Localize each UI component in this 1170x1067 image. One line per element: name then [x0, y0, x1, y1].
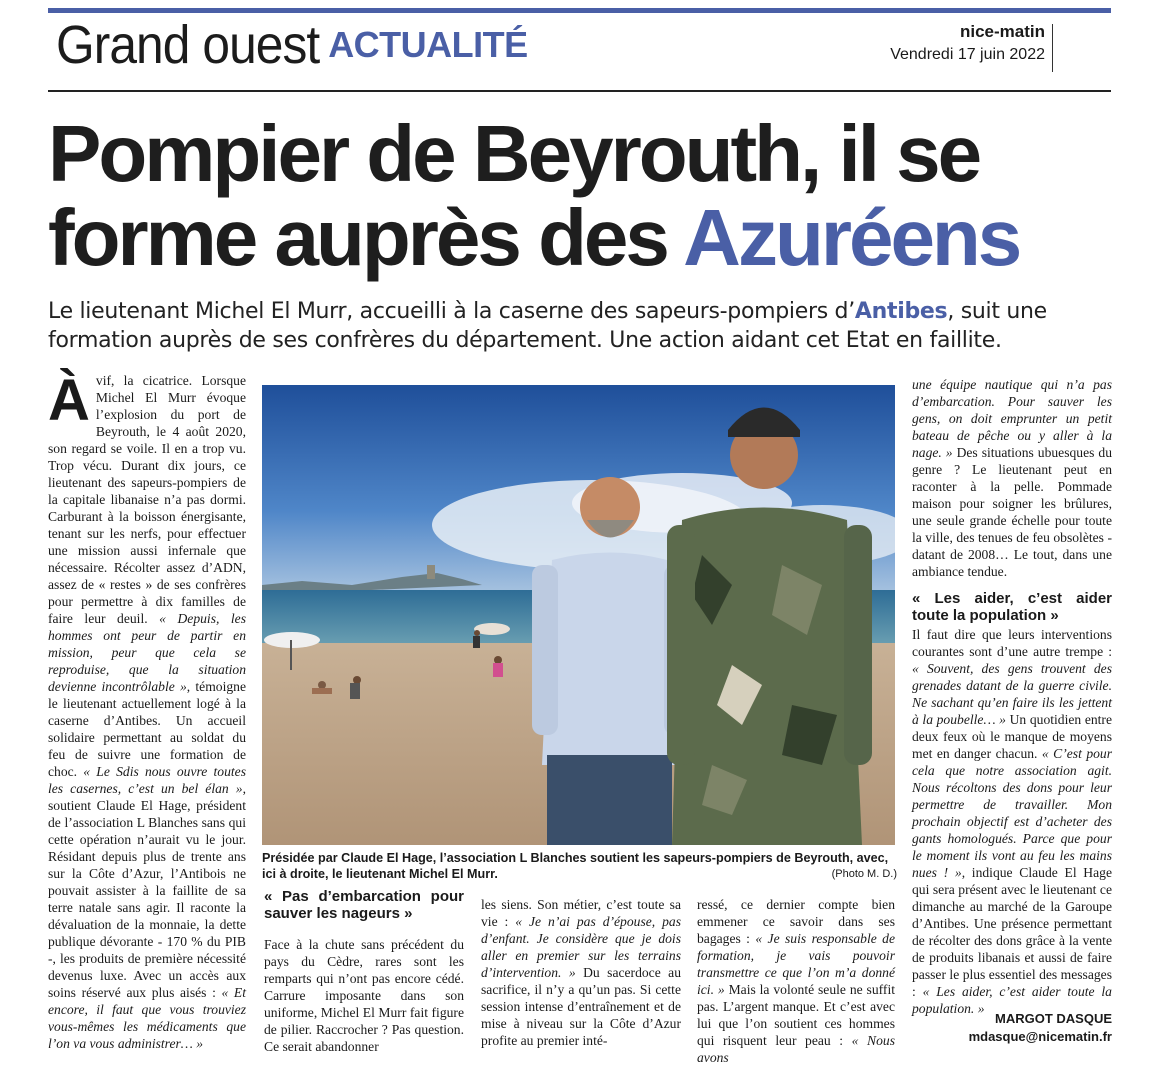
article-column-4 — [697, 896, 895, 1066]
col3-paragraph — [481, 896, 681, 1049]
photo-caption — [262, 850, 897, 882]
col2-paragraph: Face à la chute sans précédent du pays du Cèdre, rares sont les remparts qui n’ont pas encore cédé. Carrure imposante dans son uniforme, Michel El Murr fait figure de pilier. Raccrocher ? Pas question. Ce serait abandonner — [264, 937, 464, 1054]
author-signature — [969, 1010, 1112, 1046]
col5-text-2: Il faut dire que leurs interventions courantes sont d’une autre trempe : — [912, 627, 1112, 659]
col1-text-2: , témoigne le lieutenant actuellement logé à la caserne d’Antibes. Un accueil solidaire permettant au soldat du feu de suivre une formation de choc. — [48, 679, 246, 779]
col4-quote-1: « Je suis responsable de formation, je vais pouvoir transmettre ce que l’on m’a donné ici. » — [697, 931, 895, 997]
col5-text-3: Un quotidien entre deux feux où le manque de moyens met en danger chacun. — [912, 712, 1112, 761]
col1-quote-1: « Depuis, les hommes ont peur de partir en mission, peur que cela se reproduise, que la situation devienne incontrôlable » — [48, 611, 246, 694]
col5-quote-2: « Souvent, des gens trouvent des grenades datant de la guerre civile. Ne sachant qu’en faire ils les jettent à la poubelle… » — [912, 661, 1112, 727]
caption-text: Présidée par Claude El Hage, l’association L Blanches soutient les sapeurs-pompiers de Beyrouth, avec, ici à droite, le lieutenant Michel El Murr. — [262, 851, 889, 881]
category-label: ACTUALITÉ — [328, 24, 528, 65]
headline-text: Pompier de Beyrouth, il se forme auprès des — [48, 109, 980, 282]
col3-text-2: Du sacerdoce au sacrifice, il n’y a qu’un pas. Si cette session intense d’entraînement et de mise à niveau sur la Côte d’Azur profite au premier inté- — [481, 965, 682, 1048]
masthead-divider — [1052, 24, 1053, 72]
author-name: MARGOT DASQUE — [995, 1011, 1112, 1026]
col5-quote-4: « Les aider, c’est aider toute la population. » — [912, 984, 1112, 1016]
col1-text-1: vif, la cicatrice. Lorsque Michel El Murr évoque l’explosion du port de Beyrouth, le 4 août 2020, son regard se voile. Il en a trop vu. Trop vécu. Durant dix jours, ce lieutenant des sapeurs-pompiers de la capitale libanaise n’a pas dormi. Carburant à la boisson énergisante, tenant sur les nerfs, pour effectuer une mission aussi infernale que nécessaire. Récolter assez d’ADN, assez de « restes » de ses confrères pour permettre à dix familles de faire leur deuil. — [48, 373, 246, 626]
photo-credit: (Photo M. D.) — [831, 868, 897, 880]
subheading-2: « Les aider, c’est aider toute la population » — [912, 590, 1112, 624]
col4-text-2: Mais la volonté seule ne suffit pas. L’argent manque. Et c’est avec lui que l’on soutient ces hommes qui risquent leur peau : — [697, 982, 896, 1048]
headline-highlight: Azuréens — [683, 193, 1020, 282]
article-photo — [262, 385, 895, 845]
article-column-2 — [264, 888, 464, 1055]
author-email[interactable]: mdasque@nicematin.fr — [968, 1029, 1112, 1044]
col1-quote-3: « Et encore, il faut que vous trouviez vous-mêmes les médicaments que l’on va vous administrer… » — [48, 985, 246, 1051]
col5-paragraph-1 — [912, 376, 1112, 580]
headline — [48, 109, 1118, 282]
section-rubric — [56, 14, 528, 76]
article-column-5 — [912, 376, 1112, 1017]
publication-name: nice-matin — [959, 22, 1045, 41]
lede-highlight: Antibes — [854, 299, 948, 324]
col5-text-4: , indique Claude El Hage qui sera présent avec le lieutenant ce dimanche au marché de la Garoupe d’Antibes. Une présence permettant de récolter des dons grâce à la vente de produits libanais et aussi de faire passer le plus essentiel des messages : — [912, 865, 1112, 999]
subheading-1: « Pas d’embarcation pour sauver les nageurs » — [264, 888, 464, 922]
publication-date: Vendredi 17 juin 2022 — [890, 46, 1045, 63]
col5-paragraph-2 — [912, 626, 1112, 1017]
col4-text-1: ressé, ce dernier compte bien emmener ce savoir dans ses bagages : — [697, 897, 895, 946]
masthead — [890, 22, 1045, 64]
drop-cap: À — [48, 368, 90, 433]
col3-quote-1: « Je n’ai pas d’épouse, pas d’enfant. Je considère que je dois aller en premier sur les terrains d’intervention. » — [481, 914, 681, 980]
header-rule — [48, 90, 1111, 92]
beach-photo-illustration — [262, 385, 895, 845]
top-accent-bar — [48, 8, 1111, 13]
col4-paragraph — [697, 896, 895, 1066]
col5-text-1: Des situations ubuesques du genre ? Le lieutenant peut en raconter à la pelle. Pommade maison pour soigner les brûlures, une seule grande échelle pour toute la ville, des tenues de feu obsolètes - datant de 2008… Le tout, dans une ambiance tendue. — [912, 445, 1112, 579]
col3-text-1: les siens. Son métier, c’est toute sa vie : — [481, 897, 681, 929]
col4-quote-2: « Nous avons — [697, 1033, 895, 1065]
lede-text-2: , suit une formation auprès de ses confrères du département. Une action aidant cet Etat en faillite. — [48, 299, 1047, 353]
article-column-1 — [48, 368, 246, 1052]
lede-text-1: Le lieutenant Michel El Murr, accueilli à la caserne des sapeurs-pompiers d’ — [48, 299, 855, 324]
col1-quote-2: « Le Sdis nous ouvre toutes les casernes, c’est un bel élan » — [48, 764, 246, 796]
col5-quote-1: une équipe nautique qui n’a pas d’embarcation. Pour sauver les gens, on doit emprunter un petit bateau de pêche ou y aller à la nage. » — [912, 377, 1112, 460]
col5-quote-3: « C’est pour cela que notre association agit. Nous récoltons des dons pour leur permettre de travailler. Mon prochain objectif est d’acheter des gants homologués. Parce que pour le moment ils vont au feu les mains nues ! » — [912, 746, 1113, 880]
lede — [48, 297, 1118, 355]
section-title: Grand ouest — [56, 15, 320, 75]
col1-paragraph — [48, 368, 246, 1052]
article-column-3 — [481, 896, 681, 1049]
col1-text-3: , soutient Claude El Hage, président de l’association L Blanches sans qui cette opération n’aurait vu le jour. Résidant depuis plus de trente ans sur la Côte d’Azur, l’Antibois ne pouvait assister à la faillite de sa terre natale sans agir. Il raconte la dévaluation de la monnaie, la dette publique dévorante - 170 % du PIB -, les produits de première nécessité devenus luxe. Avec un accès aux soins réservé aux plus aisés : — [48, 781, 246, 1000]
